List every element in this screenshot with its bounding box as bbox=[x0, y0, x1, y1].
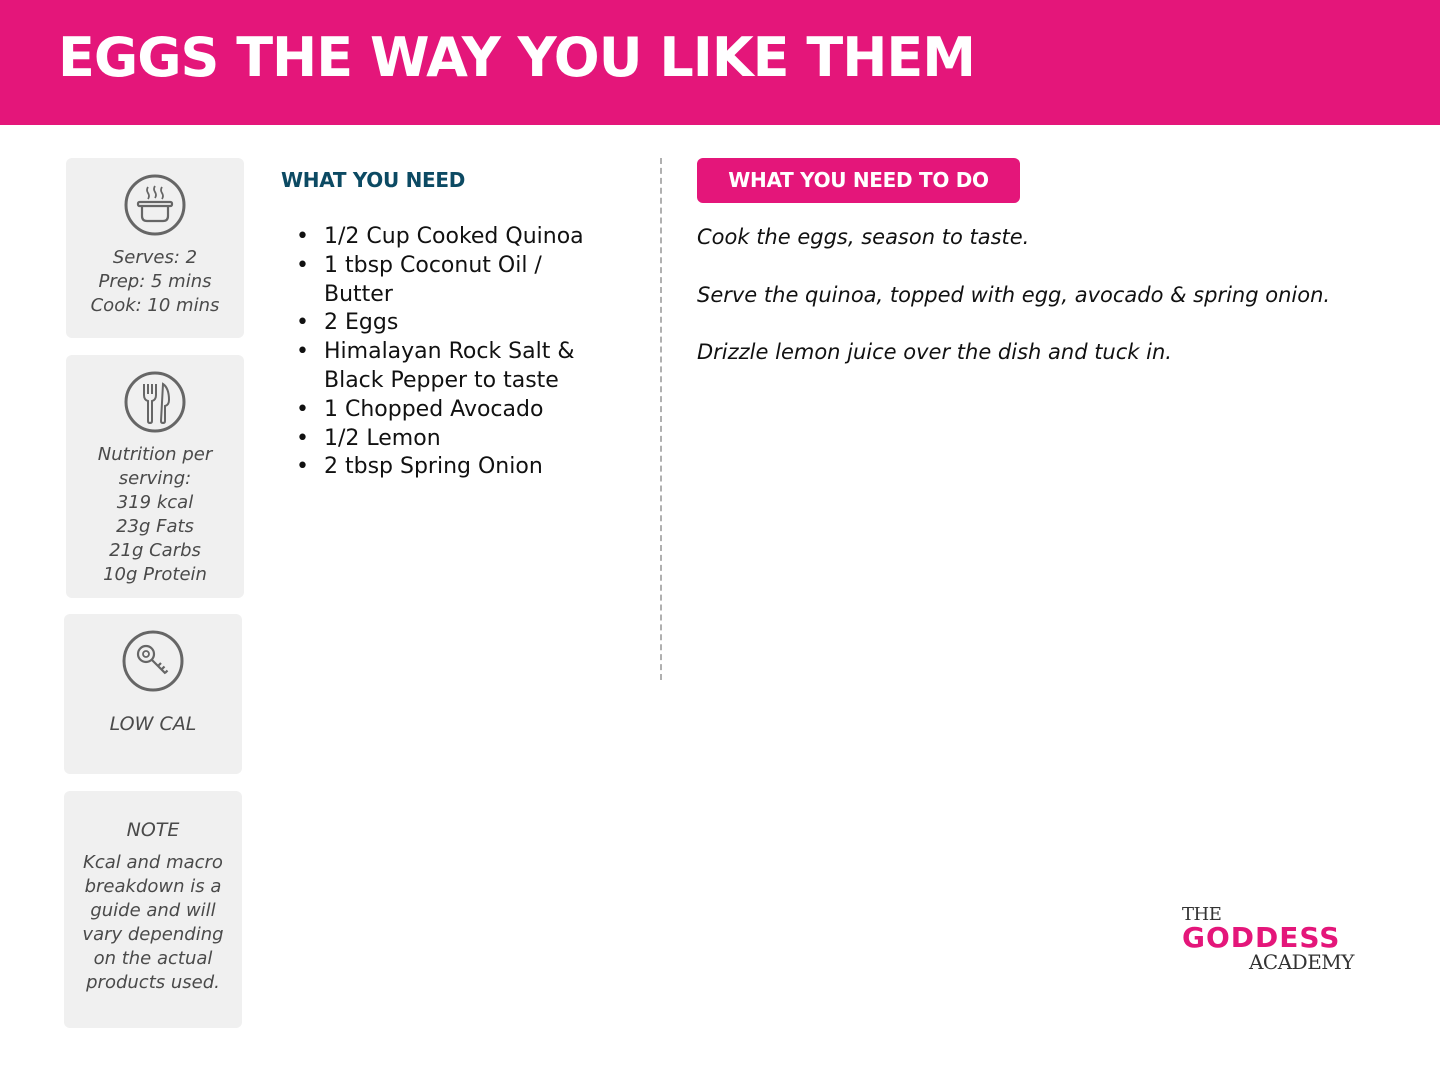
kcal-value: 319 kcal bbox=[116, 492, 194, 513]
step-text: Drizzle lemon juice over the dish and tuck in. bbox=[697, 340, 1172, 364]
bullet: • bbox=[296, 396, 309, 422]
note-title: NOTE bbox=[126, 819, 180, 841]
goddess-academy-logo bbox=[1180, 902, 1360, 977]
header-banner bbox=[0, 0, 1440, 125]
prep-time-text: Prep: 5 mins bbox=[98, 271, 212, 292]
low-cal-label: LOW CAL bbox=[109, 713, 197, 735]
ingredient-text: 1 tbsp Coconut Oil / Butter bbox=[324, 252, 542, 307]
ingredients-list bbox=[296, 223, 616, 482]
list-item bbox=[296, 252, 616, 310]
nutrition-label-2: serving: bbox=[118, 468, 192, 489]
note-line: guide and will bbox=[90, 900, 216, 921]
bullet: • bbox=[296, 310, 309, 336]
ingredients-heading: WHAT YOU NEED bbox=[281, 168, 466, 192]
column-divider bbox=[660, 158, 662, 680]
serves-text: Serves: 2 bbox=[112, 247, 198, 268]
method-steps bbox=[697, 223, 1397, 396]
key-icon bbox=[122, 630, 184, 699]
ingredient-text: 2 Eggs bbox=[324, 310, 399, 336]
logo-academy: ACADEMY bbox=[1248, 950, 1354, 974]
bullet: • bbox=[296, 252, 309, 278]
list-item bbox=[296, 309, 616, 338]
ingredient-text: 1/2 Cup Cooked Quinoa bbox=[324, 224, 584, 249]
nutrition-card bbox=[66, 355, 244, 598]
ingredient-text: 1/2 Lemon bbox=[324, 425, 441, 451]
list-item bbox=[296, 425, 616, 454]
serves-info bbox=[66, 246, 244, 318]
method-heading: WHAT YOU NEED TO DO bbox=[697, 158, 1020, 203]
list-item bbox=[296, 223, 616, 252]
carbs-value: 21g Carbs bbox=[109, 540, 201, 561]
note-line: vary depending bbox=[82, 924, 224, 945]
step-text: Cook the eggs, season to taste. bbox=[697, 225, 1030, 249]
bullet: • bbox=[296, 425, 309, 451]
page-title: EGGS THE WAY YOU LIKE THEM bbox=[58, 26, 976, 89]
ingredient-text: 1 Chopped Avocado bbox=[324, 396, 544, 422]
serves-card bbox=[66, 158, 244, 338]
note-text bbox=[64, 851, 242, 995]
list-item bbox=[296, 396, 616, 425]
nutrition-label: Nutrition per bbox=[97, 444, 213, 465]
low-cal-card bbox=[64, 614, 242, 774]
nutrition-info bbox=[66, 443, 244, 587]
bullet: • bbox=[296, 339, 309, 365]
cooking-pot-icon bbox=[124, 174, 186, 243]
note-line: Kcal and macro bbox=[83, 852, 223, 873]
ingredient-text: 2 tbsp Spring Onion bbox=[324, 454, 543, 480]
protein-value: 10g Protein bbox=[103, 564, 207, 585]
note-line: products used. bbox=[86, 972, 220, 993]
list-item bbox=[296, 453, 616, 482]
logo-the: THE bbox=[1182, 904, 1222, 925]
list-item bbox=[296, 338, 616, 396]
fats-value: 23g Fats bbox=[116, 516, 194, 537]
ingredient-text: Himalayan Rock Salt & Black Pepper to taste bbox=[324, 339, 575, 393]
bullet: • bbox=[296, 224, 309, 249]
logo-goddess: GODDESS bbox=[1182, 921, 1341, 954]
note-card bbox=[64, 791, 242, 1028]
bullet: • bbox=[296, 454, 309, 480]
fork-knife-icon bbox=[124, 371, 186, 440]
note-line: on the actual bbox=[93, 948, 213, 969]
step-text: Serve the quinoa, topped with egg, avocado & spring onion. bbox=[697, 282, 1331, 307]
note-line: breakdown is a bbox=[84, 876, 222, 897]
cook-time-text: Cook: 10 mins bbox=[90, 295, 220, 316]
